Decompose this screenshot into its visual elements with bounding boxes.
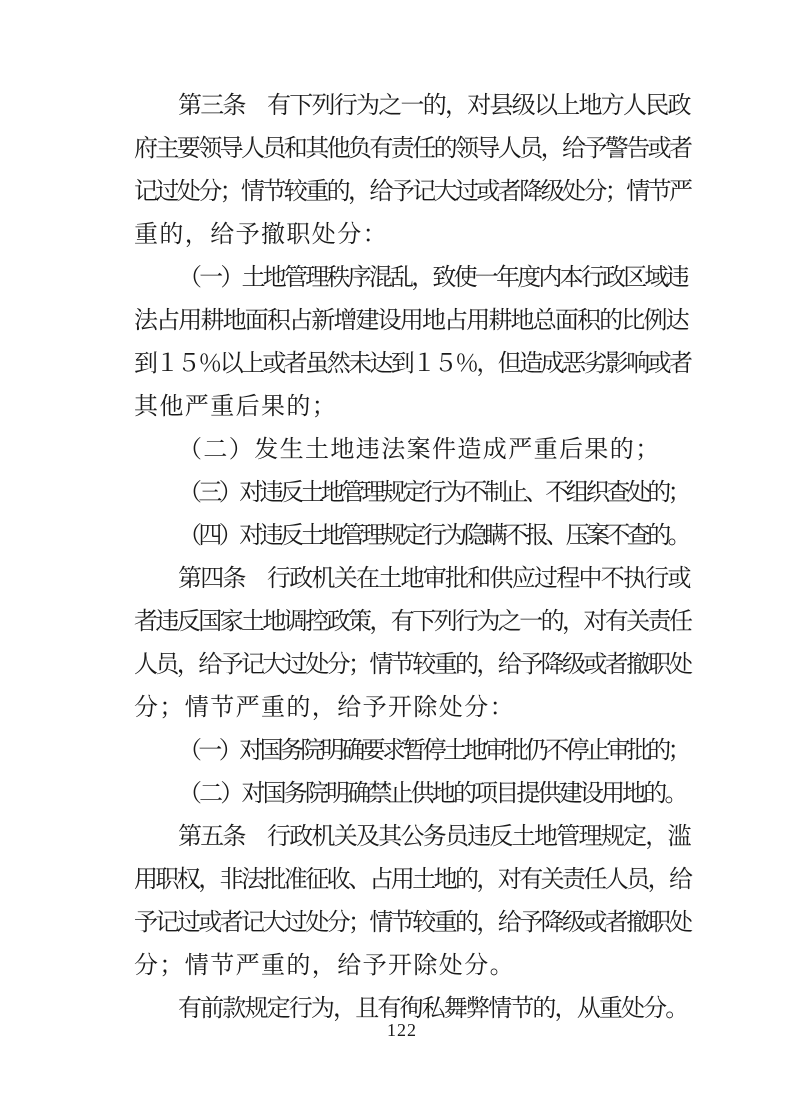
article-3-item-3: （三）对违反土地管理规定行为不制止、不组织查处的； bbox=[178, 478, 688, 506]
article-3-item-1-line-3: 到１５％以上或者虽然未达到１５％，但造成恶劣影响或者 bbox=[134, 349, 691, 377]
article-3-line-2: 府主要领导人员和其他负有责任的领导人员，给予警告或者 bbox=[134, 134, 691, 162]
article-3-item-1-line-2: 法占用耕地面积占新增建设用地占用耕地总面积的比例达 bbox=[134, 306, 688, 334]
article-3-item-1-line-4: 其他严重后果的； bbox=[134, 392, 338, 420]
article-3-item-4: （四）对违反土地管理规定行为隐瞒不报、压案不查的。 bbox=[178, 521, 688, 549]
article-5-line-3: 予记过或者记大过处分；情节较重的，给予降级或者撤职处 bbox=[134, 908, 691, 936]
article-5-line-2: 用职权，非法批准征收、占用土地的，对有关责任人员，给 bbox=[134, 865, 691, 893]
article-3-line-1: 第三条 有下列行为之一的，对县级以上地方人民政 bbox=[178, 91, 690, 119]
article-4-item-1: （一）对国务院明确要求暂停土地审批仍不停止审批的； bbox=[178, 736, 688, 764]
article-3-item-2: （二）发生土地违法案件造成严重后果的； bbox=[178, 435, 661, 463]
article-5-line-4: 分；情节严重的，给予开除处分。 bbox=[134, 951, 515, 979]
page-number: 122 bbox=[387, 1020, 417, 1040]
article-3-line-4: 重的，给予撤职处分： bbox=[134, 220, 388, 248]
article-3-item-1-line-1: （一）土地管理秩序混乱，致使一年度内本行政区域违 bbox=[178, 263, 687, 291]
article-4-line-3: 人员，给予记大过处分；情节较重的，给予降级或者撤职处 bbox=[134, 650, 691, 678]
article-4-line-4: 分；情节严重的，给予开除处分： bbox=[134, 693, 515, 721]
article-5-line-1: 第五条 行政机关及其公务员违反土地管理规定，滥 bbox=[178, 822, 690, 850]
article-4-line-1: 第四条 行政机关在土地审批和供应过程中不执行或 bbox=[178, 564, 690, 592]
article-4-line-2: 者违反国家土地调控政策，有下列行为之一的，对有关责任 bbox=[134, 607, 691, 635]
article-4-item-2: （二）对国务院明确禁止供地的项目提供建设用地的。 bbox=[178, 779, 686, 807]
article-5-paragraph-2: 有前款规定行为，且有徇私舞弊情节的，从重处分。 bbox=[178, 994, 688, 1022]
article-3-line-3: 记过处分；情节较重的，给予记大过或者降级处分；情节严 bbox=[134, 177, 691, 205]
